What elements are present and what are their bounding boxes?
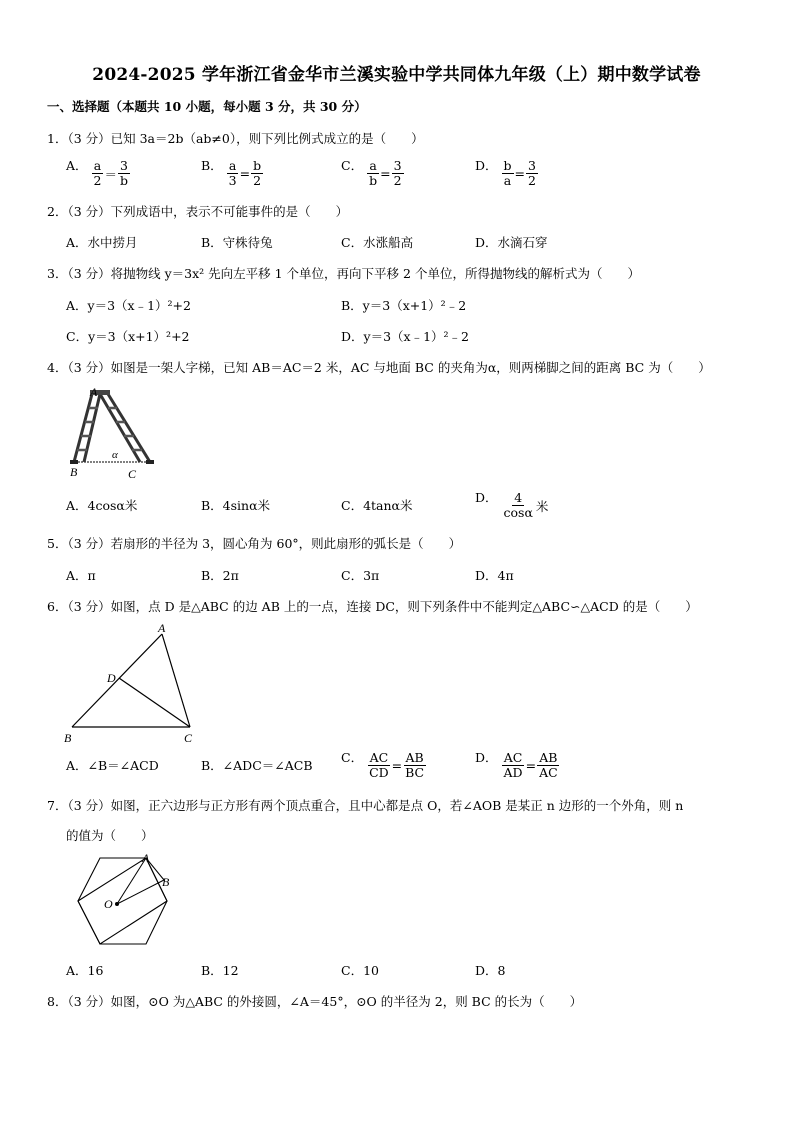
- question-6-option-a[interactable]: A．∠B＝∠ACD: [66, 758, 159, 773]
- question-3-stem: 3．（3 分）将抛物线 y＝3x² 先向左平移 1 个单位，再向下平移 2 个单位，所得抛物线的解析式为（ ）: [47, 266, 640, 281]
- triangle-label-d: D: [107, 671, 116, 685]
- question-7-stem-line-2: 的值为（ ）: [66, 828, 154, 843]
- ladder-label-alpha: α: [112, 449, 118, 461]
- triangle-label-b: B: [64, 731, 72, 745]
- question-4-option-b[interactable]: B．4sinα米: [201, 498, 271, 513]
- question-2-option-b[interactable]: B．守株待兔: [201, 235, 273, 250]
- question-7-stem-line-1: 7．（3 分）如图，正六边形与正方形有两个顶点重合，且中心都是点 O，若∠AOB 是某正 n 边形的一个外角，则 n: [47, 798, 684, 813]
- question-3-option-d[interactable]: D．y＝3（x﹣1）²﹣2: [341, 329, 470, 344]
- question-1-option-b[interactable]: B． $\frac{a}{3}$ = $\frac{b}{2}$: [201, 158, 262, 188]
- section-heading: 一、选择题（本题共 10 小题，每小题 3 分，共 30 分）: [47, 99, 367, 114]
- ladder-label-b: B: [70, 465, 78, 479]
- triangle-abc-figure: [60, 620, 210, 748]
- question-8-stem: 8．（3 分）如图，⊙O 为△ABC 的外接圆，∠A＝45°，⊙O 的半径为 2，则 BC 的长为（ ）: [47, 994, 583, 1009]
- question-4-option-a[interactable]: A．4cosα米: [66, 498, 138, 513]
- question-5-option-a[interactable]: A．π: [66, 568, 96, 583]
- question-1-option-c[interactable]: C． $\frac{a}{b}$ = $\frac{3}{2}$: [341, 158, 402, 188]
- ladder-figure: [62, 384, 162, 482]
- ladder-label-c: C: [128, 467, 137, 481]
- question-7-option-c[interactable]: C．10: [341, 963, 379, 978]
- question-5-option-c[interactable]: C．3π: [341, 568, 380, 583]
- question-3-option-a[interactable]: A．y＝3（x﹣1）²+2: [66, 298, 191, 313]
- hexagon-label-o: O: [104, 897, 113, 911]
- question-6-option-b[interactable]: B．∠ADC＝∠ACB: [201, 758, 313, 773]
- question-7-option-b[interactable]: B．12: [201, 963, 239, 978]
- ladder-label-a: A: [90, 385, 98, 399]
- question-6-option-d[interactable]: D． $\frac{AC}{AD}$ = $\frac{AB}{AC}$: [475, 750, 558, 780]
- question-5-option-b[interactable]: B．2π: [201, 568, 239, 583]
- triangle-label-a: A: [158, 621, 166, 635]
- question-1-option-d[interactable]: D． $\frac{b}{a}$ = $\frac{3}{2}$: [475, 158, 536, 188]
- hexagon-square-figure: [60, 850, 180, 952]
- question-6-stem: 6．（3 分）如图，点 D 是△ABC 的边 AB 上的一点，连接 DC，则下列条件中不能判定△ABC∽△ACD 的是（ ）: [47, 599, 698, 614]
- question-5-stem: 5．（3 分）若扇形的半径为 3，圆心角为 60°，则此扇形的弧长是（ ）: [47, 536, 462, 551]
- question-6-option-c[interactable]: C． $\frac{AC}{CD}$ = $\frac{AB}{BC}$: [341, 750, 425, 780]
- page-title: 2024-2025 学年浙江省金华市兰溪实验中学共同体九年级（上）期中数学试卷: [92, 65, 701, 85]
- question-7-option-d[interactable]: D．8: [475, 963, 506, 978]
- hexagon-label-b: B: [162, 875, 170, 889]
- question-2-option-a[interactable]: A．水中捞月: [66, 235, 138, 250]
- hexagon-label-a: A: [142, 851, 150, 865]
- question-1-stem: 1．（3 分）已知 3a＝2b（ab≠0），则下列比例式成立的是（ ）: [47, 131, 424, 146]
- question-7-option-a[interactable]: A．16: [66, 963, 104, 978]
- question-4-option-d[interactable]: D． $\frac{4}{\cos\alpha}$ 米: [475, 490, 549, 520]
- question-1-option-a[interactable]: A． $\frac{a}{2}$ ＝ $\frac{3}{b}$: [66, 158, 128, 188]
- question-2-stem: 2．（3 分）下列成语中，表示不可能事件的是（ ）: [47, 204, 349, 219]
- question-4-stem: 4．（3 分）如图是一架人字梯，已知 AB＝AC＝2 米，AC 与地面 BC 的夹角为α，则两梯脚之间的距离 BC 为（ ）: [47, 360, 711, 375]
- question-5-option-d[interactable]: D．4π: [475, 568, 514, 583]
- question-2-option-c[interactable]: C．水涨船高: [341, 235, 414, 250]
- question-3-option-c[interactable]: C．y＝3（x+1）²+2: [66, 329, 190, 344]
- question-2-option-d[interactable]: D．水滴石穿: [475, 235, 548, 250]
- question-3-option-b[interactable]: B．y＝3（x+1）²﹣2: [341, 298, 467, 313]
- question-4-option-c[interactable]: C．4tanα米: [341, 498, 413, 513]
- triangle-label-c: C: [184, 731, 193, 745]
